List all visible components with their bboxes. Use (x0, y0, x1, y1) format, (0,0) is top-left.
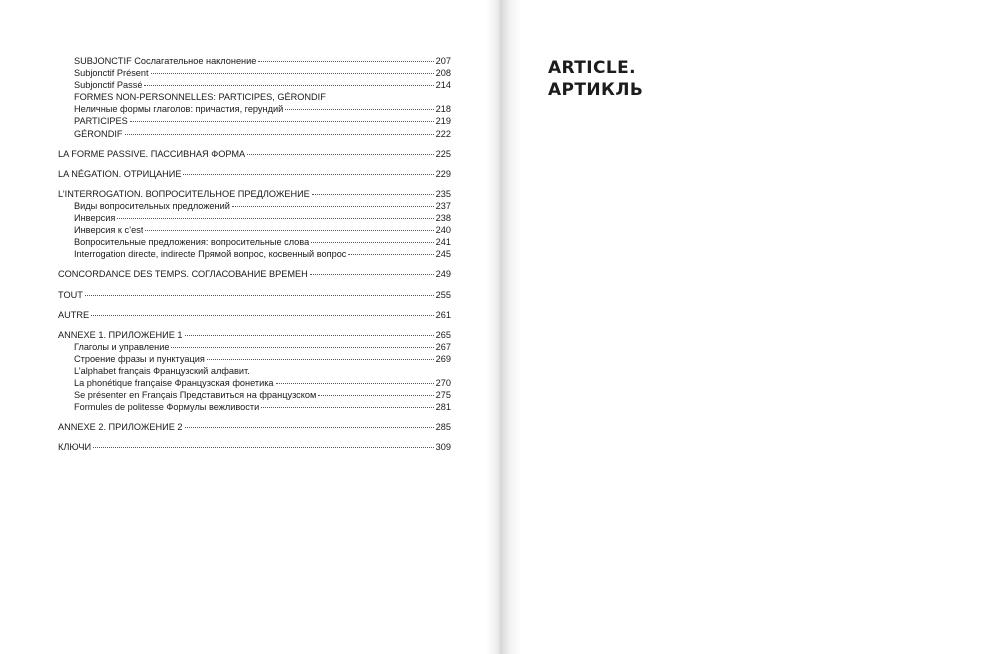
toc-entry-page: 225 (435, 148, 451, 159)
toc-entry-page: 241 (435, 237, 451, 248)
toc-entry (58, 67, 451, 79)
toc-leader-dots (285, 109, 433, 110)
toc-entry-title: AUTRE (58, 309, 90, 320)
toc-entry-title: Глаголы и управление (74, 341, 170, 352)
toc-entry-title: CONCORDANCE DES TEMPS. СОГЛАСОВАНИЕ ВРЕМЕН (58, 269, 308, 280)
gutter-shadow (500, 0, 522, 654)
toc-entry (58, 115, 451, 127)
toc-entry-page: 235 (435, 188, 451, 199)
toc-leader-dots (85, 295, 434, 296)
toc-entry (58, 188, 451, 200)
toc-entry-title: L’alphabet français Французский алфавит. (74, 365, 250, 376)
toc-leader-dots (348, 254, 433, 255)
toc-leader-dots (171, 347, 433, 348)
toc-entry (58, 236, 451, 248)
toc-leader-dots (151, 73, 434, 74)
toc-leader-dots (310, 274, 434, 275)
toc-entry-page: 238 (435, 213, 451, 224)
toc-entry-title: LA FORME PASSIVE. ПАССИВНАЯ ФОРМА (58, 148, 246, 159)
toc-entry (58, 341, 451, 353)
toc-entry-title: LA NÉGATION. ОТРИЦАНИЕ (58, 168, 182, 179)
toc-entry-page: 219 (435, 116, 451, 127)
toc-entry (58, 389, 451, 401)
toc-entry-page: 265 (435, 329, 451, 340)
toc-entry-title: Инверсия (74, 213, 116, 224)
toc-leader-dots (183, 174, 433, 175)
toc-leader-dots (318, 395, 433, 396)
toc-entry (58, 200, 451, 212)
toc-entry-page: 229 (435, 168, 451, 179)
toc-entry-title: ANNEXE 1. ПРИЛОЖЕНИЕ 1 (58, 329, 183, 340)
toc-entry-page: 309 (435, 442, 451, 453)
toc-entry (58, 248, 451, 260)
toc-entry-title: Виды вопросительных предложений (74, 200, 230, 211)
toc-entry-title: L’INTERROGATION. ВОПРОСИТЕЛЬНОЕ ПРЕДЛОЖЕНИЕ (58, 188, 310, 199)
toc-leader-dots (130, 121, 434, 122)
toc-entry-page: 240 (435, 225, 451, 236)
toc-entry-title: Вопросительные предложения: вопросительные слова (74, 237, 310, 248)
chapter-heading (548, 57, 643, 101)
toc-entry-page: 269 (435, 353, 451, 364)
toc-entry-title: GÉRONDIF (74, 128, 123, 139)
toc-entry (58, 212, 451, 224)
toc-entry-title: Строение фразы и пунктуация (74, 353, 205, 364)
toc-entry-title: Interrogation directe, indirecte Прямой вопрос, косвенный вопрос (74, 249, 347, 260)
toc-entry (58, 103, 451, 115)
toc-entry-title: PARTICIPES (74, 116, 128, 127)
toc-entry-page: 222 (435, 128, 451, 139)
toc-entry-page: 281 (435, 402, 451, 413)
toc-leader-dots (125, 134, 434, 135)
toc-entry (58, 365, 451, 377)
toc-entry (58, 329, 451, 341)
toc-entry-title: Se présenter en Français Представиться на французском (74, 390, 317, 401)
toc-leader-dots (91, 315, 434, 316)
toc-entry-title: FORMES NON-PERSONNELLES: PARTICIPES, GÉRONDIF (74, 92, 326, 103)
toc-entry (58, 79, 451, 91)
toc-leader-dots (261, 407, 433, 408)
toc-leader-dots (207, 359, 434, 360)
toc-leader-dots (247, 154, 433, 155)
toc-entry-page: 275 (435, 390, 451, 401)
toc-entry (58, 421, 451, 433)
toc-entry (58, 353, 451, 365)
toc-entry-page: 208 (435, 68, 451, 79)
toc-entry-title: Инверсия к c’est (74, 225, 144, 236)
toc-leader-dots (258, 61, 433, 62)
toc-leader-dots (312, 194, 434, 195)
toc-entry (58, 289, 451, 301)
toc-entry (58, 128, 451, 140)
toc-entry-title: SUBJONCTIF Сослагательное наклонение (74, 56, 257, 66)
toc-entry-page: 214 (435, 80, 451, 91)
toc-entry (58, 55, 451, 67)
toc-leader-dots (117, 218, 433, 219)
toc-entry-page: 249 (435, 269, 451, 280)
toc-entry (58, 224, 451, 236)
toc-entry-title: Subjonctif Présent (74, 68, 149, 79)
toc-entry-page: 270 (435, 378, 451, 389)
toc-entry-title: TOUT (58, 289, 83, 300)
toc-entry-page: 207 (435, 56, 451, 66)
toc-entry-page: 245 (435, 249, 451, 260)
toc-leader-dots (276, 383, 434, 384)
toc-entry-page: 285 (435, 422, 451, 433)
toc-entry (58, 91, 451, 103)
toc-entry (58, 148, 451, 160)
toc-entry (58, 168, 451, 180)
toc-leader-dots (144, 85, 433, 86)
toc-entry-page: 267 (435, 341, 451, 352)
toc-leader-dots (185, 335, 434, 336)
toc-leader-dots (232, 206, 434, 207)
gutter-shadow (486, 0, 500, 654)
toc-entry-page: 255 (435, 289, 451, 300)
toc-entry (58, 309, 451, 321)
toc-entry (58, 441, 451, 453)
toc-entry-title: КЛЮЧИ (58, 442, 92, 453)
toc-entry-title: La phonétique française Французская фонетика (74, 378, 274, 389)
toc-entry-page: 218 (435, 104, 451, 115)
table-of-contents (58, 55, 451, 454)
toc-entry-page: 261 (435, 309, 451, 320)
toc-entry-title: Неличные формы глаголов: причастия, герундий (74, 104, 284, 115)
toc-entry (58, 268, 451, 280)
chapter-heading-line-2: АРТИКЛЬ (548, 80, 644, 100)
toc-entry-title: ANNEXE 2. ПРИЛОЖЕНИЕ 2 (58, 422, 183, 433)
toc-leader-dots (185, 427, 434, 428)
toc-entry (58, 401, 451, 413)
chapter-heading-line-1: ARTICLE. (548, 58, 636, 78)
toc-entry (58, 377, 451, 389)
toc-leader-dots (311, 242, 433, 243)
toc-entry-title: Subjonctif Passé (74, 80, 143, 91)
toc-leader-dots (145, 230, 433, 231)
toc-leader-dots (93, 447, 434, 448)
toc-entry-title: Formules de politesse Формулы вежливости (74, 402, 260, 413)
toc-entry-page: 237 (435, 200, 451, 211)
